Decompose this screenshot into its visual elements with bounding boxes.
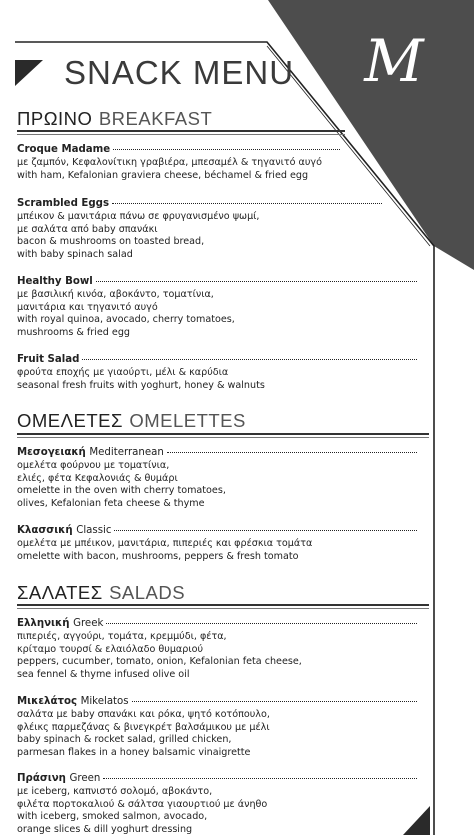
item-name: Healthy Bowl [17,276,93,287]
section-divider-thin [17,608,429,609]
item-description-english: omelette in the oven with cherry tomatoes, [17,485,226,497]
item-description-english: parmesan flakes in a honey balsamic vinaigrette [17,747,251,759]
item-description-greek: με σαλάτα από baby σπανάκι [17,223,158,235]
item-description-english: omelette with bacon, mushrooms, peppers & fresh tomato [17,550,299,562]
item-name-greek: Κλασσική [17,525,73,536]
menu-item-mikelatos [17,696,417,760]
corner-triangle-top-left [15,60,43,86]
item-description-english: mushrooms & fried egg [17,327,131,339]
item-name [17,447,164,460]
dotted-leader [103,778,417,779]
dotted-leader [82,359,417,360]
item-description-english: with iceberg, smoked salmon, avocado, [17,811,208,823]
section-title-greek: ΟΜΕΛΕΤΕΣ [17,410,123,431]
item-description-english: peppers, cucumber, tomato, onion, Kefalonian feta cheese, [17,656,302,668]
item-description-greek: φιλέτα πορτοκαλιού & σάλτσα γιαουρτιού με άνηθο [17,798,268,810]
menu-item-scrambled-eggs [17,198,382,262]
menu-item-greek-salad [17,618,417,682]
menu-item-classic [17,525,417,563]
item-description-greek: φλέικς παρμεζάνας & βινεγκρέτ βαλσάμικου με μέλι [17,721,270,733]
item-description-greek: με iceberg, καπνιστό σολομό, αβοκάντο, [17,785,213,797]
section-title-english: SALADS [109,582,186,603]
item-description-greek: ομελέτα φούρνου με τοματίνια, [17,459,170,471]
section-heading-salads [17,582,185,604]
section-title-greek: ΠΡΩΙΝΟ [17,108,93,129]
section-heading-omelettes [17,410,246,432]
item-description-english: baby spinach & rocket salad, grilled chicken, [17,734,232,746]
item-name: Croque Madame [17,144,111,155]
item-description-greek: σαλάτα με baby σπανάκι και ρόκα, ψητό κοτόπουλο, [17,708,270,720]
menu-item-green-salad [17,773,417,837]
item-description-english: seasonal fresh fruits with yoghurt, honey & walnuts [17,379,265,391]
section-title-greek: ΣΑΛΑΤΕΣ [17,582,103,603]
dotted-leader [167,452,417,453]
item-description-greek: κρίταμο τουρσί & ελαιόλαδο θυμαριού [17,643,204,655]
section-divider [17,130,345,132]
item-description-greek: μπέικον & μανιτάρια πάνω σε φρυγανισμένο ψωμί, [17,210,260,222]
section-divider [17,433,429,435]
item-description-english: orange slices & dill yoghurt dressing [17,824,193,836]
dotted-leader [106,623,417,624]
section-title-english: BREAKFAST [98,108,213,129]
item-description-greek: με ζαμπόν, Κεφαλονίτικη γραβιέρα, μπεσαμέλ & τηγανιτό αυγό [17,156,322,168]
dotted-leader [96,281,417,282]
menu-item-fruit-salad [17,354,417,392]
dotted-leader [132,701,417,702]
section-heading-breakfast [17,108,212,130]
menu-item-croque-madame [17,144,340,182]
section-divider-thin [17,437,429,438]
item-name-greek: Πράσινη [17,773,66,784]
item-description-english: with ham, Kefalonian graviera cheese, béchamel & fried egg [17,169,309,181]
dotted-leader [112,203,382,204]
item-name-english: Mikelatos [80,696,129,707]
item-description-english: bacon & mushrooms on toasted bread, [17,236,205,248]
item-description-greek: ομελέτα με μπέικον, μανιτάρια, πιπεριές και φρέσκια τομάτα [17,537,313,549]
menu-item-mediterranean [17,447,417,511]
item-name-english: Classic [76,525,112,536]
item-name: Fruit Salad [17,354,80,365]
section-divider-thin [17,134,345,135]
item-description-greek: ελιές, φέτα Κεφαλονιάς & θυμάρι [17,472,178,484]
item-description-greek: μανιτάρια και τηγανιτό αυγό [17,301,158,313]
item-name-english: Mediterranean [89,447,164,458]
item-name [17,618,103,631]
dotted-leader [114,530,417,531]
item-description-greek: φρούτα εποχής με γιαούρτι, μέλι & καρύδια [17,366,229,378]
item-description-english: with royal quinoa, avocado, cherry tomatoes, [17,314,235,326]
section-title-english: OMELETTES [129,410,246,431]
item-name [17,696,129,709]
menu-item-healthy-bowl [17,276,417,340]
item-name: Scrambled Eggs [17,198,110,209]
item-name-greek: Μικελάτος [17,696,78,707]
item-name-english: Greek [73,618,104,629]
dotted-leader [113,149,340,150]
section-divider [17,604,429,606]
item-name [17,773,100,786]
item-description-english: olives, Kefalonian feta cheese & thyme [17,498,205,510]
item-description-greek: πιπεριές, αγγούρι, τομάτα, κρεμμύδι, φέτα, [17,630,227,642]
monogram-logo: M [364,27,424,95]
item-name-english: Green [69,773,101,784]
item-name-greek: Ελληνική [17,618,70,629]
page-title: SNACK MENU [64,54,295,91]
item-description-english: with baby spinach salad [17,249,133,261]
item-description-greek: με βασιλική κινόα, αβοκάντο, τοματίνια, [17,288,214,300]
item-description-english: sea fennel & thyme infused olive oil [17,669,190,681]
item-name-greek: Μεσογειακή [17,447,86,458]
item-name [17,525,111,538]
